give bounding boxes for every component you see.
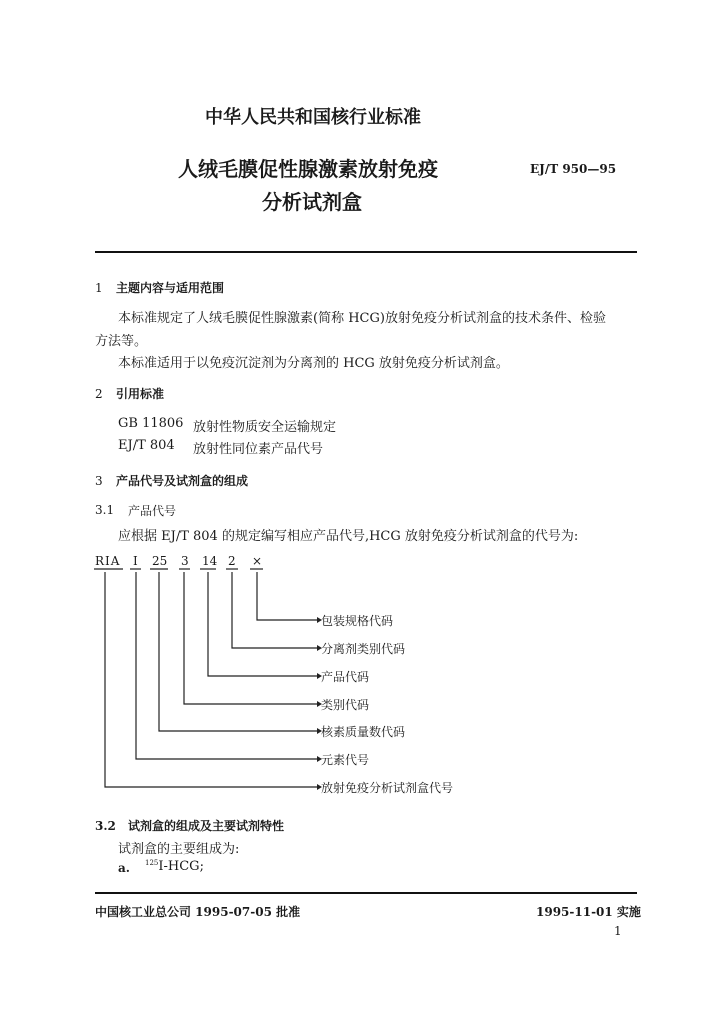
code-part-category: 3 <box>181 554 189 568</box>
subsection-3-2-heading: 试剂盒的组成及主要试剂特性 <box>128 819 285 833</box>
code-label-product: 产品代码 <box>321 670 370 684</box>
doc-title-line2: 分析试剂盒 <box>262 190 362 214</box>
code-part-product: 14 <box>202 554 218 568</box>
code-part-separator: 2 <box>228 554 236 568</box>
code-part-mass-number: 25 <box>152 554 168 568</box>
subsection-3-1-heading: 产品代号 <box>128 504 177 518</box>
subsection-3-1-number: 3.1 <box>95 503 115 517</box>
ref-title: 放射性物质安全运输规定 <box>193 420 337 435</box>
list-item-a-text: I-HCG; <box>158 859 204 874</box>
section1-number: 1 <box>95 281 103 295</box>
section2-number: 2 <box>95 387 103 401</box>
code-label-mass-number: 核素质量数代码 <box>321 725 406 739</box>
list-item-a <box>145 859 204 874</box>
ref-title: 放射性同位素产品代号 <box>193 442 324 457</box>
org-title: 中华人民共和国核行业标准 <box>205 107 421 128</box>
standard-number: EJ/T 950—95 <box>530 162 617 176</box>
footer-divider <box>95 892 637 894</box>
code-label-category: 类别代码 <box>321 698 370 712</box>
section2-heading: 引用标准 <box>116 387 165 401</box>
effective-date: 1995-11-01 实施 <box>536 905 641 919</box>
code-part-ria: RIA <box>95 554 121 568</box>
leader-category <box>184 572 317 704</box>
code-label-separator: 分离剂类别代码 <box>321 642 406 656</box>
code-part-package: × <box>252 554 263 568</box>
code-label-element: 元素代号 <box>321 753 370 767</box>
section1-para1-line1: 本标准规定了人绒毛膜促性腺激素(简称 HCG)放射免疫分析试剂盒的技术条件、检验 <box>118 311 606 326</box>
ref-code: EJ/T 804 <box>118 438 175 453</box>
ref-code: GB 11806 <box>118 416 184 431</box>
section3-heading: 产品代号及试剂盒的组成 <box>116 474 249 488</box>
section1-para1-line2: 方法等。 <box>95 334 148 349</box>
page-number: 1 <box>614 924 622 938</box>
section1-para2: 本标准适用于以免疫沉淀剂为分离剂的 HCG 放射免疫分析试剂盒。 <box>118 356 509 371</box>
code-label-package: 包装规格代码 <box>321 614 394 628</box>
leader-product <box>208 572 317 676</box>
approval-line: 中国核工业总公司 1995-07-05 批准 <box>95 905 301 919</box>
subsection-3-1-text: 应根据 EJ/T 804 的规定编写相应产品代号,HCG 放射免疫分析试剂盒的代号为: <box>118 529 579 544</box>
leader-mass-number <box>159 572 317 731</box>
code-part-element: I <box>133 554 138 568</box>
leader-kit <box>105 572 317 787</box>
subsection-3-2-number: 3.2 <box>95 819 116 833</box>
list-item-marker: a. <box>118 861 130 875</box>
isotope-superscript: 125 <box>145 859 159 867</box>
code-label-kit: 放射免疫分析试剂盒代号 <box>321 781 454 795</box>
leader-package <box>257 572 317 620</box>
doc-title-line1: 人绒毛膜促性腺激素放射免疫 <box>178 157 438 181</box>
section1-heading: 主题内容与适用范围 <box>116 281 225 295</box>
section3-number: 3 <box>95 474 103 488</box>
leader-separator <box>232 572 317 648</box>
subsection-3-2-text: 试剂盒的主要组成为: <box>118 842 240 857</box>
